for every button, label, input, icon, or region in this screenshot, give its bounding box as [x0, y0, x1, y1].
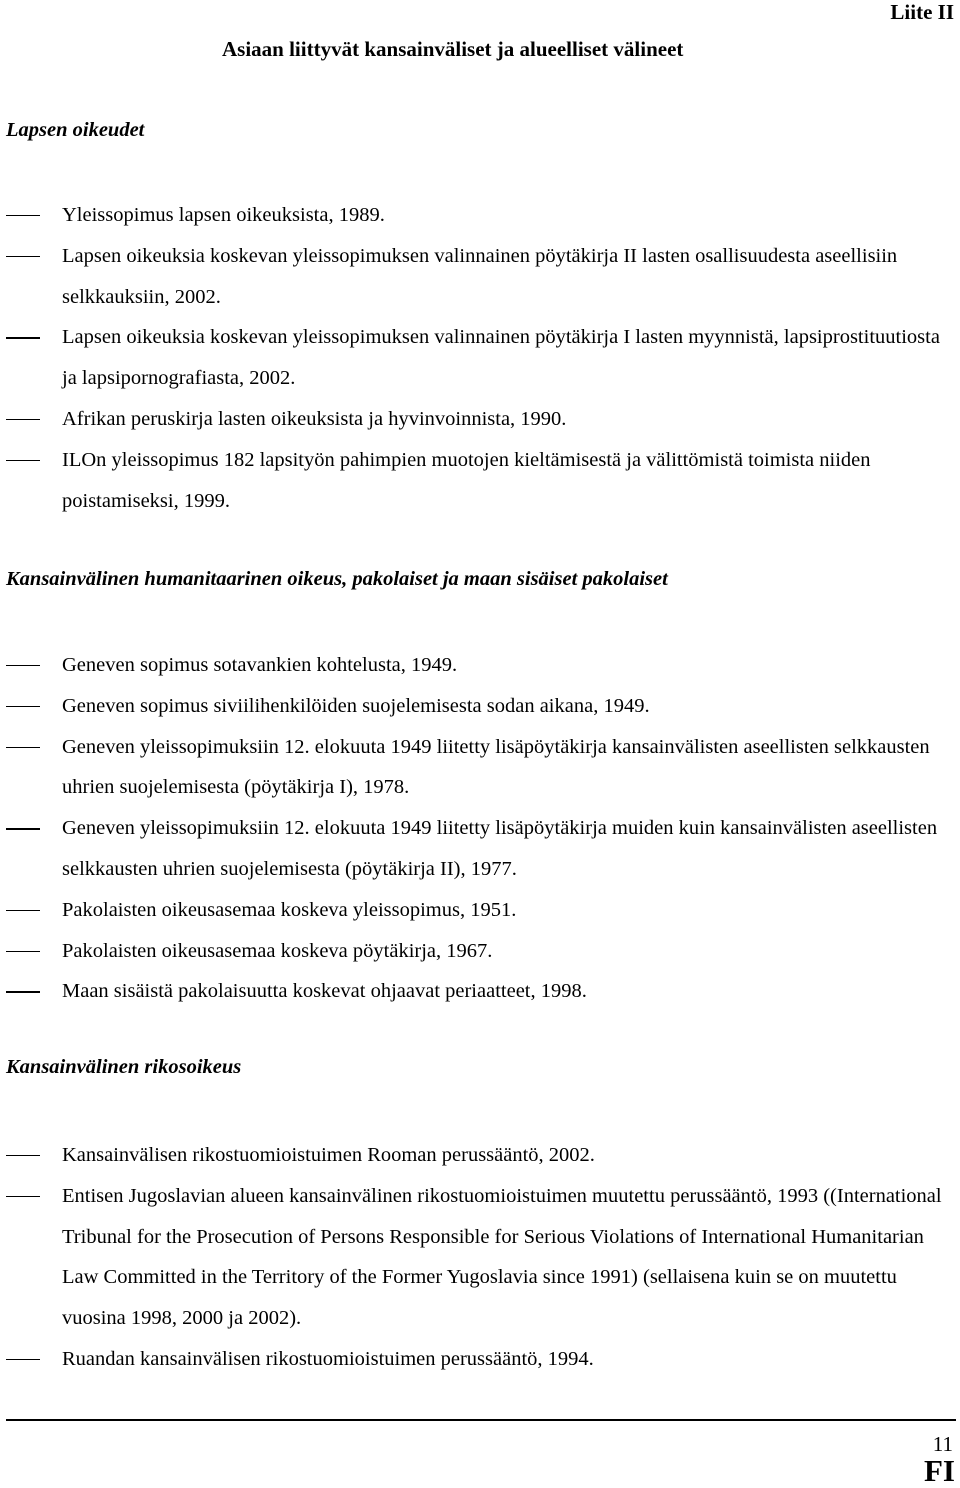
list-item	[6, 1339, 954, 1380]
list-item-text: Geneven sopimus siviilihenkilöiden suojelemisesta sodan aikana, 1949.	[62, 694, 650, 717]
list-item	[6, 890, 954, 931]
list-item-text: Entisen Jugoslavian alueen kansainvälinen rikostuomioistuimen muutettu perussääntö, 1993 ((International Tribunal for the Prosecution of Persons Responsible for Serious Violations of International Humanitarian Law Committed in the Territory of the Former Yugoslavia since 1991) (sellaisena kuin se on muutettu vuosina 1998, 2000 ja 2002).	[62, 1184, 942, 1330]
dash-bullet	[6, 910, 40, 911]
list-item-text: Geneven sopimus sotavankien kohtelusta, 1949.	[62, 654, 458, 676]
list-item-text: Geneven yleissopimuksiin 12. elokuuta 1949 liitetty lisäpöytäkirja muiden kuin kansainvälisten aseellisten selkkausten uhrien suojelemisesta (pöytäkirja II), 1977.	[62, 817, 938, 880]
list-item-text: Maan sisäistä pakolaisuutta koskevat ohjaavat periaatteet, 1998.	[62, 980, 587, 1003]
list-item-text: Pakolaisten oikeusasemaa koskeva pöytäkirja, 1967.	[62, 939, 493, 962]
list-item-text: Geneven yleissopimuksiin 12. elokuuta 1949 liitetty lisäpöytäkirja kansainvälisten aseellisten selkkausten uhrien suojelemisesta (pöytäkirja I), 1978.	[62, 735, 930, 799]
list-item	[6, 317, 954, 399]
dash-bullet	[6, 460, 40, 461]
dash-bullet	[6, 337, 40, 338]
dash-bullet	[6, 1359, 40, 1360]
footer-divider	[6, 1419, 956, 1421]
instrument-list	[6, 1135, 954, 1380]
list-item-text: Kansainvälisen rikostuomioistuimen Rooman perussääntö, 2002.	[62, 1144, 595, 1166]
list-item-text: ILOn yleissopimus 182 lapsityön pahimpien muotojen kieltämisestä ja välittömistä toimista niiden poistamiseksi, 1999.	[62, 448, 871, 512]
list-item-text: Lapsen oikeuksia koskevan yleissopimuksen valinnainen pöytäkirja II lasten osallisuudesta aseellisiin selkkauksiin, 2002.	[62, 244, 898, 308]
list-item	[6, 727, 954, 809]
list-item	[6, 931, 954, 972]
dash-bullet	[6, 991, 40, 992]
section-children-rights	[6, 117, 954, 521]
section-heading: Kansainvälinen humanitaarinen oikeus, pakolaiset ja maan sisäiset pakolaiset	[6, 568, 668, 590]
dash-bullet	[6, 1196, 40, 1197]
page-number: 11	[932, 1432, 953, 1456]
instrument-list	[6, 645, 954, 1012]
section-heading: Lapsen oikeudet	[6, 119, 145, 141]
list-item-text: Afrikan peruskirja lasten oikeuksista ja hyvinvoinnista, 1990.	[62, 407, 567, 430]
annex-label: Liite II	[890, 0, 954, 24]
dash-bullet	[6, 1155, 40, 1156]
list-item-text: Lapsen oikeuksia koskevan yleissopimuksen valinnainen pöytäkirja I lasten myynnistä, lapsiprostituutiosta ja lapsipornografiasta, 2002.	[62, 326, 940, 390]
list-item	[6, 645, 954, 686]
list-item	[6, 686, 954, 727]
section-criminal-law	[6, 1054, 954, 1380]
list-item	[6, 236, 954, 318]
dash-bullet	[6, 828, 40, 829]
list-item-text: Ruandan kansainvälisen rikostuomioistuimen perussääntö, 1994.	[62, 1347, 594, 1370]
instrument-list	[6, 195, 954, 521]
list-item	[6, 1135, 954, 1176]
list-item	[6, 971, 954, 1012]
list-item-text: Pakolaisten oikeusasemaa koskeva yleissopimus, 1951.	[62, 898, 517, 921]
section-humanitarian-law	[6, 566, 954, 1012]
dash-bullet	[6, 419, 40, 420]
dash-bullet	[6, 215, 40, 216]
section-heading: Kansainvälinen rikosoikeus	[6, 1056, 242, 1078]
dash-bullet	[6, 256, 40, 257]
list-item	[6, 808, 954, 890]
list-item	[6, 1176, 954, 1339]
list-item	[6, 195, 954, 236]
list-item-text: Yleissopimus lapsen oikeuksista, 1989.	[62, 204, 385, 226]
dash-bullet	[6, 747, 40, 748]
document-title: Asiaan liittyvät kansainväliset ja alueelliset välineet	[222, 37, 684, 61]
dash-bullet	[6, 706, 40, 707]
dash-bullet	[6, 665, 40, 666]
list-item	[6, 399, 954, 440]
language-code: FI	[924, 1453, 955, 1488]
list-item	[6, 440, 954, 522]
dash-bullet	[6, 951, 40, 952]
